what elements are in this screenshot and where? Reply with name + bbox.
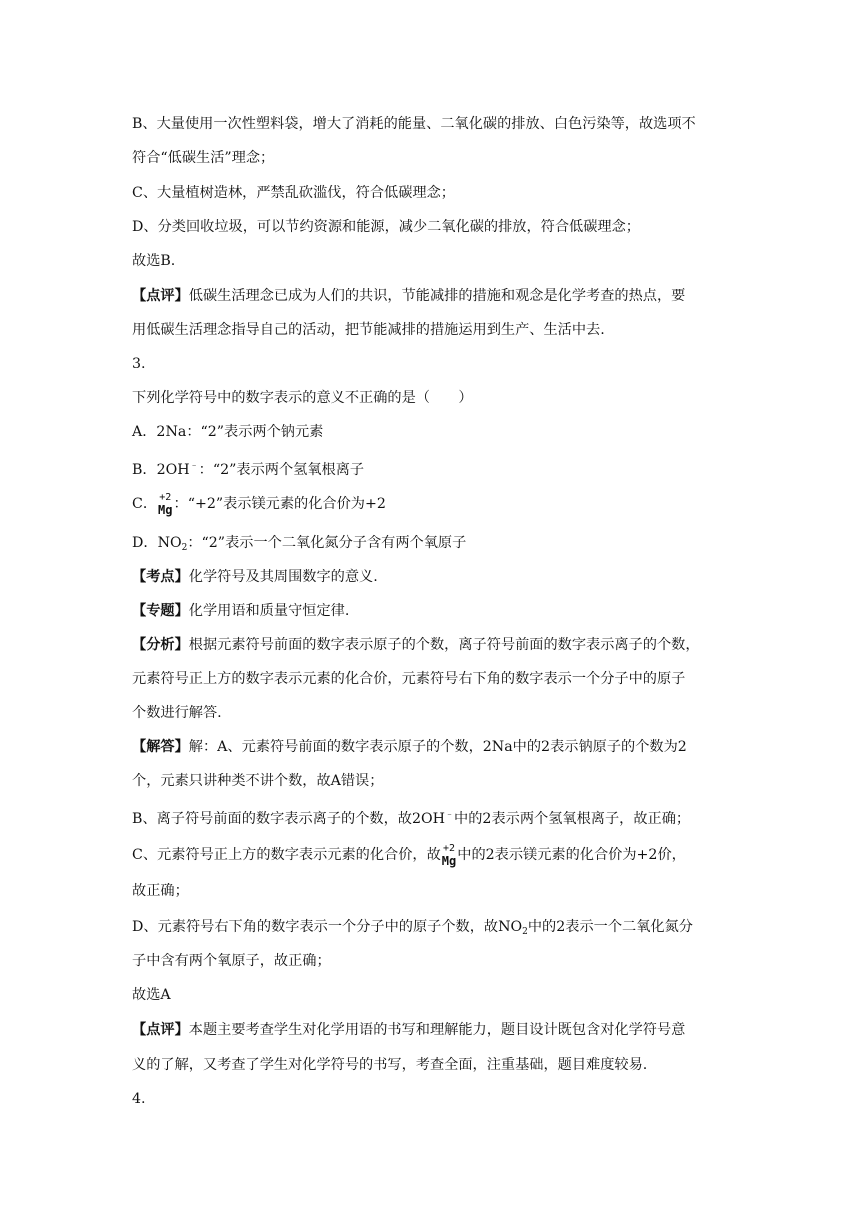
fenxi-cont-2: 个数进行解答.: [132, 705, 222, 721]
option-b-explanation: B、大量使用一次性塑料袋，增大了消耗的能量、二氧化碳的排放、白色污染等，故选项不: [132, 116, 696, 132]
question-3-option-c: [132, 492, 732, 516]
question-number-3: 3.: [132, 356, 146, 372]
jieda-b-text-2: 中的2表示两个氢氧根离子，故正确；: [454, 811, 691, 827]
question-3-stem: 下列化学符号中的数字表示的意义不正确的是（ ）: [132, 390, 473, 406]
mg-charge-2: +2: [443, 843, 456, 854]
mg-charge: +2: [159, 492, 172, 503]
jieda-tag: 【解答】: [132, 739, 189, 755]
jieda-b-text-1: B、离子符号前面的数字表示离子的个数，故2OH: [132, 811, 446, 827]
answer-2: 故选B.: [132, 253, 176, 269]
question-3-option-d: [132, 533, 732, 558]
option-d-explanation: D、分类回收垃圾，可以节约资源和能源，减少二氧化碳的排放，符合低碳理念；: [132, 219, 640, 235]
question-3-option-b: [132, 456, 732, 480]
comment-3-tag: 【点评】: [132, 1022, 189, 1038]
option-d-sub: 2: [181, 543, 188, 553]
jieda-d-sub: 2: [522, 927, 528, 937]
jieda-c-cont: 故正确；: [132, 883, 189, 899]
zhuanti: [132, 601, 732, 621]
option-c-text: ：“+2”表示镁元素的化合价为+2: [173, 496, 386, 512]
option-c-explanation: C、大量植树造林，严禁乱砍滥伐，符合低碳理念；: [132, 185, 455, 201]
jieda-b: [132, 805, 732, 829]
jieda-c-text-2: 中的2表示镁元素的化合价为+2价，: [457, 847, 686, 863]
comment-3-text: 本题主要考查学生对化学用语的书写和理解能力，题目设计既包含对化学符号意: [188, 1022, 686, 1038]
kaodian-tag: 【考点】: [132, 569, 189, 585]
comment-tag: 【点评】: [132, 288, 189, 304]
mg-element: Mg: [158, 503, 173, 517]
option-b-text-1: B．2OH: [132, 462, 190, 478]
comment-2: [132, 286, 732, 306]
jieda-text: 解：A、元素符号前面的数字表示原子的个数，2Na中的2表示钠原子的个数为2: [188, 739, 687, 755]
jieda-d-cont: 子中含有两个氧原子，故正确；: [132, 953, 331, 969]
option-c-label: C．: [132, 496, 158, 512]
option-b-text-2: ：“2”表示两个氢氧根离子: [198, 462, 365, 478]
fenxi-tag: 【分析】: [132, 637, 189, 653]
answer-3: 故选A: [132, 987, 171, 1003]
jieda-b-sup: ﹣: [445, 810, 455, 820]
question-3-option-a: A．2Na：“2”表示两个钠元素: [132, 424, 324, 440]
zhuanti-text: 化学用语和质量守恒定律.: [188, 603, 350, 619]
zhuanti-tag: 【专题】: [132, 603, 189, 619]
comment-text: 低碳生活理念已成为人们的共识，节能减排的措施和观念是化学考查的热点，要: [188, 288, 686, 304]
option-d-text-2: ：“2”表示一个二氧化氮分子含有两个氧原子: [187, 535, 467, 551]
option-b-explanation-cont: 符合“低碳生活”理念；: [132, 150, 275, 166]
fenxi-text: 根据元素符号前面的数字表示原子的个数，离子符号前面的数字表示离子的个数，: [188, 637, 700, 653]
kaodian: [132, 567, 732, 587]
comment-2-cont: 用低碳生活理念指导自己的活动，把节能减排的措施运用到生产、生活中去.: [132, 322, 605, 338]
jieda-d-text-2: 中的2表示一个二氧化氮分: [527, 919, 693, 935]
jieda-d: [132, 917, 732, 942]
mg-valence-symbol: [158, 492, 172, 516]
question-number-4: 4.: [132, 1091, 146, 1107]
jieda-c-text-1: C、元素符号正上方的数字表示元素的化合价，故: [132, 847, 441, 863]
jieda-c: [132, 843, 732, 867]
option-b-sup: ﹣: [189, 461, 199, 471]
comment-3-cont: 义的了解，又考查了学生对化学符号的书写，考查全面，注重基础，题目难度较易.: [132, 1057, 648, 1073]
jieda-cont-1: 个，元素只讲种类不讲个数，故A错误；: [132, 773, 384, 789]
kaodian-text: 化学符号及其周围数字的意义.: [188, 569, 378, 585]
jieda: [132, 737, 732, 757]
comment-3: [132, 1020, 732, 1040]
jieda-d-text-1: D、元素符号右下角的数字表示一个分子中的原子个数，故NO: [132, 919, 523, 935]
option-d-text-1: D．NO: [132, 535, 182, 551]
mg-element-2: Mg: [441, 854, 457, 868]
fenxi: [132, 635, 732, 655]
fenxi-cont-1: 元素符号正上方的数字表示元素的化合价，元素符号右下角的数字表示一个分子中的原子: [132, 671, 686, 687]
mg-valence-symbol-2: [442, 843, 456, 867]
